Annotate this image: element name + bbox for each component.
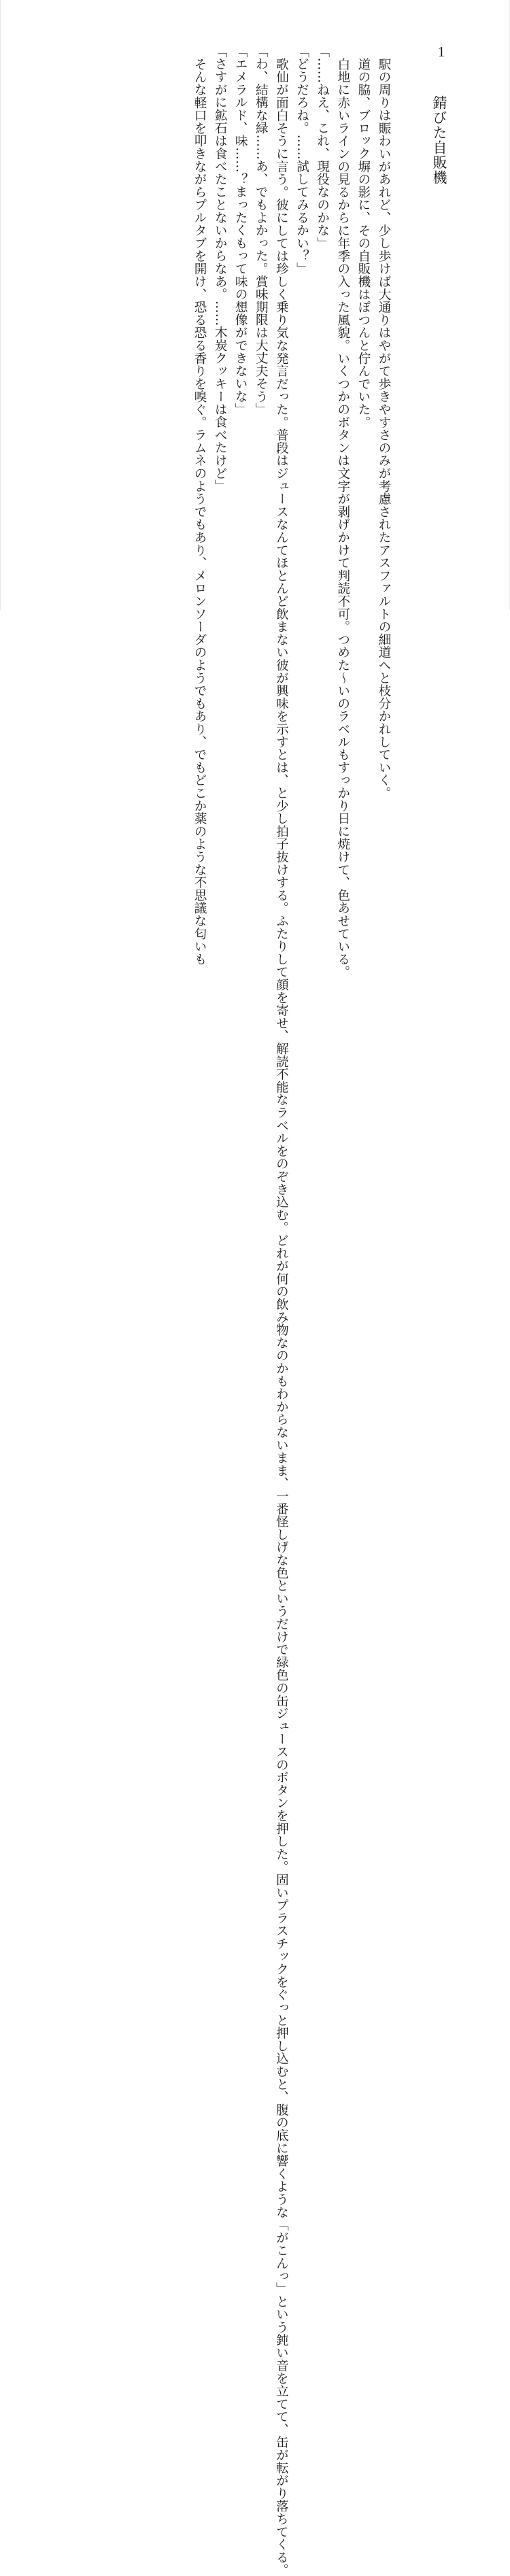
- dialogue-line: 「エメラルド、味……？まったくもって味の想像ができないな」: [233, 45, 248, 416]
- chapter-number: 1: [437, 44, 445, 60]
- paragraph: 歌仙が面白そうに言う。彼にしては珍しく乗り気な発言だった。普段はジュースなんてほとんど飲まない彼が興味を示すとは、と少し拍子抜けする。ふたりして顔を寄せ、解読不能なラベルをのぞき込む。どれが何の飲み物なのかもわからないまま、一番怪しげな色というだけで緑色の缶ジュースのボタンを押した。固いプラスチックをぐっと押し込むと、腹の底に響くような「がこんっ」という鈍い音を立てて、缶が転がり落ちてくる。: [274, 57, 289, 2576]
- dialogue-line: 「……ねえ、これ、現役なのかな」: [315, 45, 330, 250]
- body-text: [95, 45, 394, 2576]
- dialogue-line: 「さすがに鉱石は食べたことないからなあ。……木炭クッキーは食べたけど」: [213, 45, 228, 492]
- paragraph: 白地に赤いラインの見るからに年季の入った風貌。いくつかのボタンは文字が剥げかけて判読不可。つめた〜いのラベルもすっかり日に焼けて、色あせている。: [335, 57, 350, 979]
- chapter-title: 錆びた自販機: [431, 95, 447, 185]
- dialogue-line: 「どうだろね。……試してみるかい？」: [294, 45, 309, 275]
- paragraph: そんな軽口を叩きながらプルタブを開け、恐る恐る香りを嗅ぐ。ラムネのようでもあり、メロンソーダのようでもあり、でもどこか薬のような不思議な匂いも: [192, 57, 207, 966]
- paragraph: 駅の周りは賑わいがあれど、少し歩けば大通りはやがて歩きやすさのみが考慮されたアスファルトの細道へと枝分かれしていく。: [377, 57, 391, 799]
- dialogue-line: 「わ、結構な緑……あ、でもよかった。賞味期限は大丈夫そう」: [254, 45, 269, 416]
- paragraph: 道の脇、ブロック塀の影に、その自販機はぽつんと佇んでいた。: [356, 57, 371, 428]
